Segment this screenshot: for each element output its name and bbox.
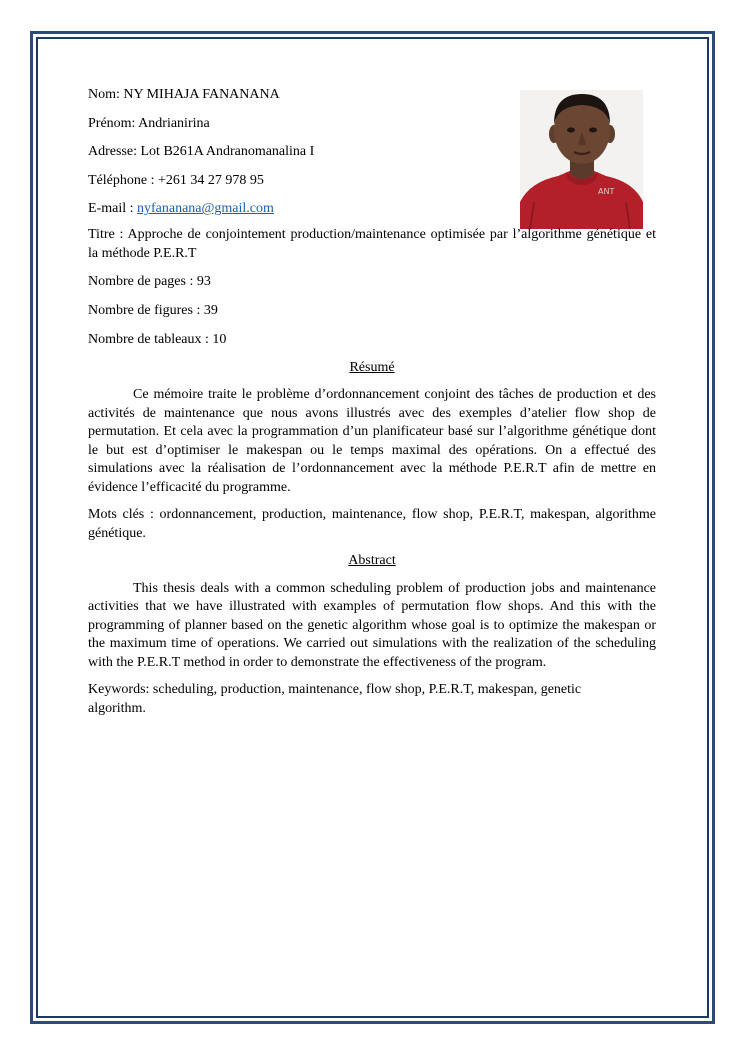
prenom-value: Andrianirina bbox=[138, 115, 210, 131]
pages-count: Nombre de pages : 93 bbox=[88, 274, 211, 290]
svg-text:ANT: ANT bbox=[598, 187, 615, 196]
email-label: E-mail : bbox=[88, 201, 137, 217]
nom-value: NY MIHAJA FANANANA bbox=[123, 87, 280, 102]
resume-body: Ce mémoire traite le problème d’ordonnancement conjoint des tâches de production et des activités de maintenance que nous avons illustrés avec des exemples d’atelier flow shop de permutation. Et cela avec la programmation d’un planificateur basé sur l’algorithme génétique dont le but est d’optimiser le makespan ou le temps maximal des opérations. On a effectué des simulations avec la réalisation de l’ordonnancement avec la méthode P.E.R.T afin de mettre en évidence l’efficacité du programme. bbox=[88, 387, 656, 495]
prenom-line bbox=[88, 115, 656, 144]
titre-line bbox=[88, 226, 656, 263]
email-line bbox=[88, 200, 656, 226]
prenom-label: Prénom: bbox=[88, 115, 139, 131]
abstract-body: This thesis deals with a common scheduling problem of production jobs and maintenance activities that we have illustrated with examples of permutation flow shops. And this with the programming of planner based on the genetic algorithm whose goal is to optimize the makespan or the maximum time of operations. We carried out simulations with the realization of the scheduling with the P.E.R.T method in order to demonstrate the effectiveness of the program. bbox=[88, 580, 656, 670]
telephone-label: Téléphone : bbox=[88, 172, 158, 188]
abstract-heading: Abstract bbox=[348, 553, 396, 569]
telephone-value: +261 34 27 978 95 bbox=[157, 172, 264, 188]
titre-label: Titre : bbox=[88, 227, 128, 243]
tableaux-count: Nombre de tableaux : 10 bbox=[88, 332, 227, 348]
titre-value: Approche de conjointement production/maintenance optimisée par l’algorithme génétique et la méthode P.E.R.T bbox=[88, 227, 656, 261]
abstract-keywords: Keywords: scheduling, production, maintenance, flow shop, P.E.R.T, makespan, genetic algorithm. bbox=[88, 682, 582, 716]
figures-count: Nombre de figures : 39 bbox=[88, 303, 218, 319]
resume-heading: Résumé bbox=[349, 359, 395, 375]
nom-label: Nom: bbox=[88, 87, 124, 102]
nom-line bbox=[88, 86, 656, 115]
adresse-label: Adresse: bbox=[88, 144, 141, 160]
resume-keywords: Mots clés : ordonnancement, production, maintenance, flow shop, P.E.R.T, makespan, algorithme génétique. bbox=[88, 507, 656, 541]
cv-summary-page bbox=[88, 86, 656, 718]
telephone-line bbox=[88, 172, 656, 201]
adresse-line bbox=[88, 143, 656, 172]
email-link[interactable]: nyfananana@gmail.com bbox=[137, 201, 274, 217]
adresse-value: Lot B261A Andranomanalina I bbox=[140, 144, 315, 160]
